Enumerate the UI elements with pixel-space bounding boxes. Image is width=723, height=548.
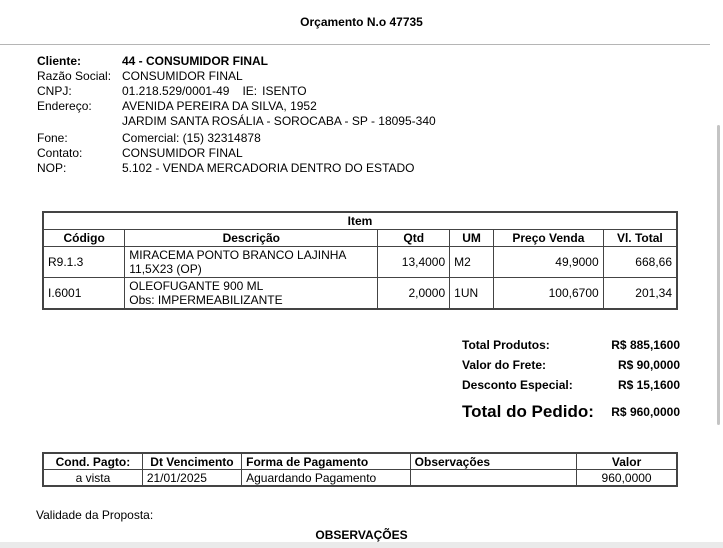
observacoes-title: OBSERVAÇÕES bbox=[315, 528, 408, 542]
item-price: 100,6700 bbox=[494, 278, 604, 310]
total-produtos-label: Total Produtos: bbox=[462, 338, 550, 352]
total-produtos-value: R$ 885,1600 bbox=[611, 338, 680, 352]
total-pedido-label: Total do Pedido: bbox=[462, 402, 594, 421]
total-pedido-value: R$ 960,0000 bbox=[611, 405, 680, 419]
client-info bbox=[37, 54, 436, 176]
client-row bbox=[37, 54, 436, 69]
endereco-row bbox=[37, 99, 436, 114]
col-header: Preço Venda bbox=[494, 230, 604, 247]
col-header: UM bbox=[450, 230, 494, 247]
payment-cond: a vista bbox=[43, 470, 142, 487]
payment-table bbox=[42, 452, 678, 487]
nop-row bbox=[37, 161, 436, 176]
payment-due-date: 21/01/2025 bbox=[142, 470, 241, 487]
divider bbox=[0, 44, 710, 45]
fone-label: Fone: bbox=[37, 131, 68, 145]
desconto-value: R$ 15,1600 bbox=[617, 378, 680, 392]
items-table bbox=[42, 211, 678, 310]
item-desc-line: 11,5X23 (OP) bbox=[129, 262, 202, 276]
item-total: 668,66 bbox=[603, 247, 677, 278]
item-description bbox=[125, 247, 378, 278]
endereco-line2: JARDIM SANTA ROSÁLIA - SOROCABA - SP - 18095-340 bbox=[122, 114, 436, 128]
item-code: I.6001 bbox=[43, 278, 125, 310]
cnpj-label: CNPJ: bbox=[37, 84, 72, 98]
endereco-line1: AVENIDA PEREIRA DA SILVA, 1952 bbox=[122, 99, 317, 113]
col-header: Código bbox=[43, 230, 125, 247]
col-header: Observações bbox=[410, 453, 577, 470]
cnpj-row bbox=[37, 84, 436, 99]
validade-label: Validade da Proposta: bbox=[36, 508, 154, 522]
total-pedido bbox=[462, 398, 680, 422]
col-header: Cond. Pagto: bbox=[43, 453, 142, 470]
razao-label: Razão Social: bbox=[37, 69, 112, 83]
endereco-row-2 bbox=[37, 114, 436, 129]
valor-frete-label: Valor do Frete: bbox=[462, 358, 547, 372]
contato-row bbox=[37, 146, 436, 161]
item-desc-line: MIRACEMA PONTO BRANCO LAJINHA bbox=[129, 248, 347, 262]
items-header-row bbox=[43, 230, 677, 247]
col-header: Dt Vencimento bbox=[142, 453, 241, 470]
cnpj-value: 01.218.529/0001-49 bbox=[122, 84, 230, 98]
item-desc-line: OLEOFUGANTE 900 ML bbox=[129, 279, 264, 293]
contato-value: CONSUMIDOR FINAL bbox=[122, 146, 243, 160]
client-label: Cliente: bbox=[37, 54, 82, 68]
vertical-scrollbar[interactable] bbox=[717, 125, 720, 425]
payment-value: 960,0000 bbox=[577, 470, 677, 487]
item-unit: M2 bbox=[450, 247, 494, 278]
item-total: 201,34 bbox=[603, 278, 677, 310]
col-header: Forma de Pagamento bbox=[242, 453, 411, 470]
col-header: Descrição bbox=[125, 230, 378, 247]
item-qty: 13,4000 bbox=[378, 247, 450, 278]
payment-header-row bbox=[43, 453, 677, 470]
valor-frete-value: R$ 90,0000 bbox=[617, 358, 680, 372]
item-qty: 2,0000 bbox=[378, 278, 450, 310]
document-title: Orçamento N.o 47735 bbox=[300, 15, 423, 29]
item-unit: 1UN bbox=[450, 278, 494, 310]
contato-label: Contato: bbox=[37, 146, 83, 160]
col-header: Valor bbox=[577, 453, 677, 470]
nop-value: 5.102 - VENDA MERCADORIA DENTRO DO ESTADO bbox=[122, 161, 415, 175]
item-price: 49,9000 bbox=[494, 247, 604, 278]
table-row bbox=[43, 278, 677, 310]
col-header: Qtd bbox=[378, 230, 450, 247]
endereco-label: Endereço: bbox=[37, 99, 92, 113]
col-header: Vl. Total bbox=[603, 230, 677, 247]
item-description bbox=[125, 278, 378, 310]
nop-label: NOP: bbox=[37, 161, 67, 175]
fone-value: Comercial: (15) 32314878 bbox=[122, 131, 261, 145]
desconto-especial bbox=[462, 378, 680, 398]
client-value: 44 - CONSUMIDOR FINAL bbox=[122, 54, 269, 68]
totals-block bbox=[462, 338, 680, 422]
table-row bbox=[43, 247, 677, 278]
ie-value: ISENTO bbox=[262, 84, 307, 98]
horizontal-scrollbar[interactable] bbox=[0, 542, 723, 548]
item-desc-line: Obs: IMPERMEABILIZANTE bbox=[129, 293, 283, 307]
ie-label: IE: bbox=[242, 84, 258, 98]
razao-value: CONSUMIDOR FINAL bbox=[122, 69, 243, 83]
table-row bbox=[43, 470, 677, 487]
items-caption: Item bbox=[43, 212, 677, 230]
desconto-label: Desconto Especial: bbox=[462, 378, 573, 392]
payment-notes bbox=[410, 470, 577, 487]
fone-row bbox=[37, 131, 436, 146]
razao-row bbox=[37, 69, 436, 84]
payment-method: Aguardando Pagamento bbox=[242, 470, 411, 487]
total-produtos bbox=[462, 338, 680, 358]
valor-frete bbox=[462, 358, 680, 378]
item-code: R9.1.3 bbox=[43, 247, 125, 278]
